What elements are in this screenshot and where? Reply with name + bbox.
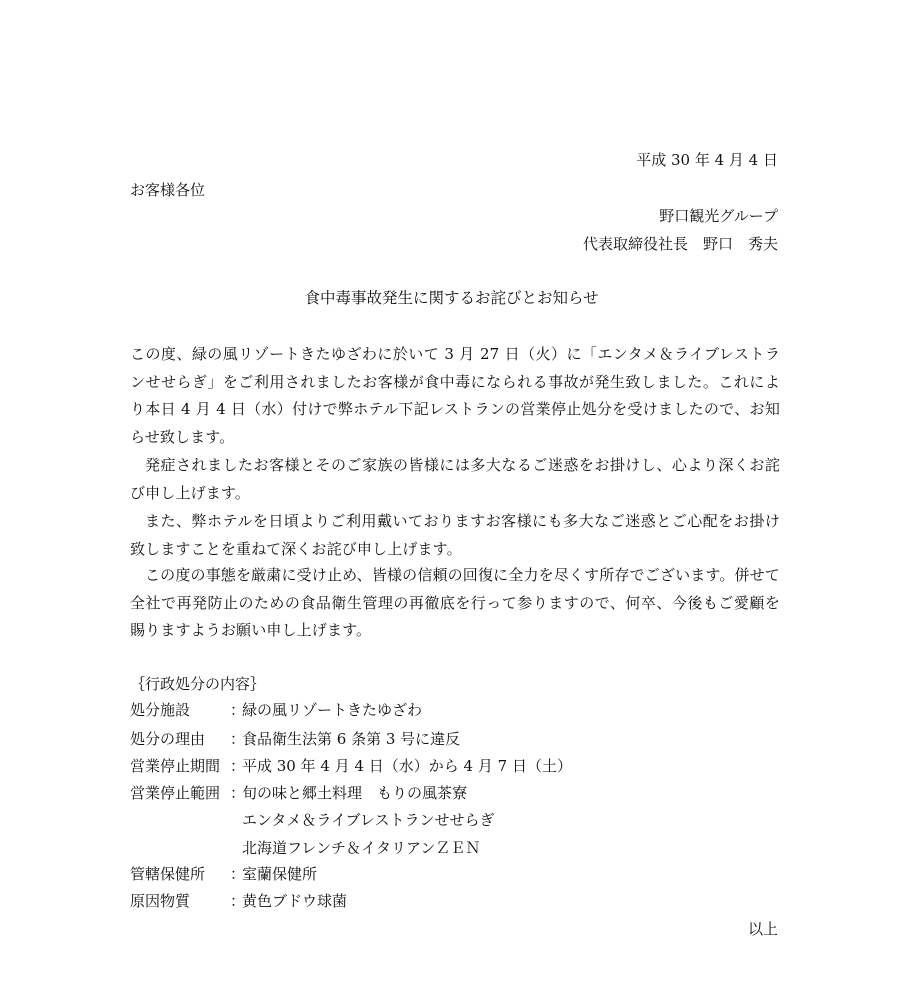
body-paragraph-4: この度の事態を厳粛に受け止め、皆様の信頼の回復に全力を尽くす所存でございます。併せて全社で再発防止のための食品衛生管理の再徹底を行って参りますので、何卒、今後もご愛顧を賜りますようお願い申し上げます。 — [130, 566, 780, 640]
detail-colon: ： — [230, 757, 246, 775]
detail-row-reason — [130, 727, 460, 751]
details-heading: ｛行政処分の内容｝ — [130, 675, 266, 693]
body-paragraph-1: この度、緑の風リゾートきたゆざわに於いて 3 月 27 日（火）に「エンタメ＆ライブレストランせせらぎ」をご利用されましたお客様が食中毒になられる事故が発生致しました。これにより本日 4 月 4 日（水）付けで弊ホテル下記レストランの営業停止処分を受けましたので、お知らせ致します。 — [130, 345, 780, 446]
representative-name: 代表取締役社長 野口 秀夫 — [582, 235, 778, 253]
detail-label: 原因物質 — [130, 892, 191, 910]
detail-colon: ： — [230, 730, 246, 748]
detail-row-cause — [130, 889, 347, 913]
detail-value: 平成 30 年 4 月 4 日（水）から 4 月 7 日（土） — [242, 757, 572, 775]
scope-extra-value-1: エンタメ＆ライブレストランせせらぎ — [242, 811, 495, 829]
detail-row-scope — [130, 781, 467, 805]
detail-value: 旬の味と郷土料理 もりの風茶寮 — [242, 784, 468, 802]
body-paragraph-3: また、弊ホテルを日頃よりご利用戴いておりますお客様にも多大なご迷惑とご心配をお掛け致しますことを重ねて深くお詫び申し上げます。 — [130, 512, 780, 558]
detail-colon: ： — [230, 701, 246, 719]
company-name: 野口観光グループ — [659, 207, 778, 225]
detail-row-health-center — [130, 862, 317, 886]
detail-row-facility — [130, 698, 422, 722]
detail-colon: ： — [230, 892, 246, 910]
recipient-line: お客様各位 — [130, 181, 206, 199]
body-paragraph-2: 発症されましたお客様とそのご家族の皆様には多大なるご迷惑をお掛けし、心より深くお詫び申し上げます。 — [130, 456, 780, 502]
detail-row-period — [130, 754, 572, 778]
detail-colon: ： — [230, 784, 246, 802]
scope-extra-value-2: 北海道フレンチ＆イタリアンＺＥＮ — [242, 839, 481, 857]
detail-label: 処分の理由 — [130, 730, 206, 748]
document-date: 平成 30 年 4 月 4 日 — [636, 151, 778, 169]
detail-value: 緑の風リゾートきたゆざわ — [242, 701, 423, 719]
detail-label: 営業停止期間 — [130, 757, 221, 775]
detail-value: 室蘭保健所 — [242, 865, 318, 883]
closing-mark: 以上 — [747, 920, 778, 938]
detail-label: 営業停止範囲 — [130, 784, 221, 802]
detail-value: 黄色ブドウ球菌 — [242, 892, 348, 910]
detail-label: 処分施設 — [130, 701, 191, 719]
detail-label: 管轄保健所 — [130, 865, 206, 883]
detail-colon: ： — [230, 865, 246, 883]
detail-value: 食品衛生法第 6 条第 3 号に違反 — [242, 730, 461, 748]
document-title: 食中毒事故発生に関するお詫びとお知らせ — [304, 289, 599, 307]
